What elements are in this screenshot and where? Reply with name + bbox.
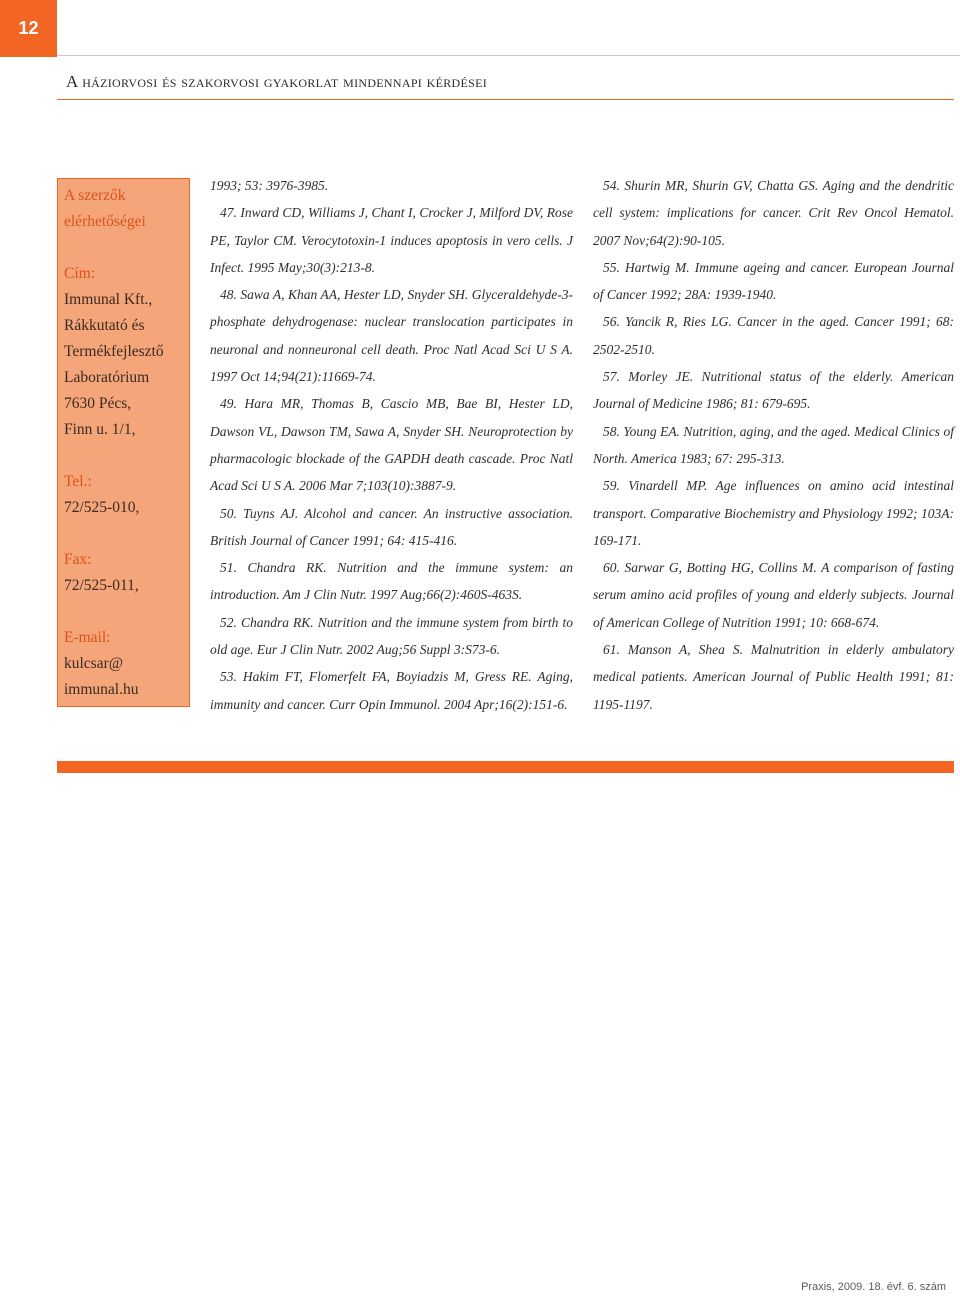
reference-item: 47. Inward CD, Williams J, Chant I, Crocker J, Milford DV, Rose PE, Taylor CM. Verocytotoxin-1 induces apoptosis in vero cells. J Infect. 1995 May;30(3):213-8. [210, 205, 573, 275]
address-line: Finn u. 1/1, [64, 421, 136, 438]
reference-item: 50. Tuyns AJ. Alcohol and cancer. An instructive association. British Journal of Cancer 1991; 64: 415-416. [210, 505, 573, 548]
header-divider [57, 0, 960, 56]
reference-item: 1993; 53: 3976-3985. [210, 178, 329, 193]
address-line: Laboratórium [64, 369, 150, 386]
references-column-right [593, 172, 954, 718]
header-rule [57, 99, 954, 100]
fax-label: Fax: [64, 551, 92, 568]
address-label: Cím: [64, 265, 96, 282]
address-line: Immunal Kft., [64, 291, 153, 308]
email-label: E-mail: [64, 629, 111, 646]
reference-item: 60. Sarwar G, Botting HG, Collins M. A comparison of fasting serum amino acid profiles of young and elderly subjects. Journal of American College of Nutrition 1991; 10: 668-674. [593, 560, 954, 630]
reference-item: 49. Hara MR, Thomas B, Cascio MB, Bae BI, Hester LD, Dawson VL, Dawson TM, Sawa A, Snyder SH. Neuroprotection by pharmacologic blockade of the GAPDH death cascade. Proc Natl Acad Sci U S A. 2006 Mar 7;103(10):3887-9. [210, 396, 573, 494]
section-end-bar [57, 761, 954, 773]
address-line: 7630 Pécs, [64, 395, 132, 412]
contact-heading-line2: elérhetőségei [64, 213, 146, 230]
email-value-line1: kulcsar@ [64, 655, 124, 672]
journal-header: A háziorvosi és szakorvosi gyakorlat mindennapi kérdései [66, 72, 488, 91]
reference-item: 56. Yancik R, Ries LG. Cancer in the aged. Cancer 1991; 68: 2502-2510. [593, 314, 954, 357]
author-contact-box [57, 178, 190, 707]
tel-value: 72/525-010, [64, 499, 140, 516]
reference-item: 53. Hakim FT, Flomerfelt FA, Boyiadzis M, Gress RE. Aging, immunity and cancer. Curr Opin Immunol. 2004 Apr;16(2):151-6. [210, 669, 573, 712]
references-column-middle [210, 172, 573, 718]
tel-label: Tel.: [64, 473, 92, 490]
reference-item: 48. Sawa A, Khan AA, Hester LD, Snyder SH. Glyceraldehyde-3-phosphate dehydrogenase: nuclear translocation participates in neuronal and nonneuronal cell death. Proc Natl Acad Sci U S A. 1997 Oct 14;94(21):11669-74. [210, 287, 573, 385]
address-line: Rákkutató és [64, 317, 145, 334]
reference-item: 59. Vinardell MP. Age influences on amino acid intestinal transport. Comparative Biochemistry and Physiology 1992; 103A: 169-171. [593, 478, 954, 548]
footer-citation: Praxis, 2009. 18. évf. 6. szám [801, 1281, 946, 1293]
reference-item: 51. Chandra RK. Nutrition and the immune system: an introduction. Am J Clin Nutr. 1997 Aug;66(2):460S-463S. [210, 560, 573, 603]
email-value-line2: immunal.hu [64, 681, 139, 698]
address-line: Termékfejlesztő [64, 343, 164, 360]
reference-item: 55. Hartwig M. Immune ageing and cancer. European Journal of Cancer 1992; 28A: 1939-1940. [593, 259, 954, 303]
reference-item: 54. Shurin MR, Shurin GV, Chatta GS. Aging and the dendritic cell system: implications for cancer. Crit Rev Oncol Hematol. 2007 Nov;64(2):90-105. [593, 178, 954, 248]
fax-value: 72/525-011, [64, 577, 139, 594]
reference-item: 52. Chandra RK. Nutrition and the immune system from birth to old age. Eur J Clin Nutr. 2002 Aug;56 Suppl 3:S73-6. [210, 614, 573, 658]
reference-item: 57. Morley JE. Nutritional status of the elderly. American Journal of Medicine 1986; 81: 679-695. [593, 369, 954, 412]
reference-item: 61. Manson A, Shea S. Malnutrition in elderly ambulatory medical patients. American Journal of Public Health 1991; 81: 1195-1197. [593, 642, 954, 712]
page-number: 12 [0, 0, 57, 57]
reference-item: 58. Young EA. Nutrition, aging, and the aged. Medical Clinics of North. America 1983; 67: 295-313. [593, 423, 954, 466]
contact-heading-line1: A szerzők [64, 187, 126, 204]
